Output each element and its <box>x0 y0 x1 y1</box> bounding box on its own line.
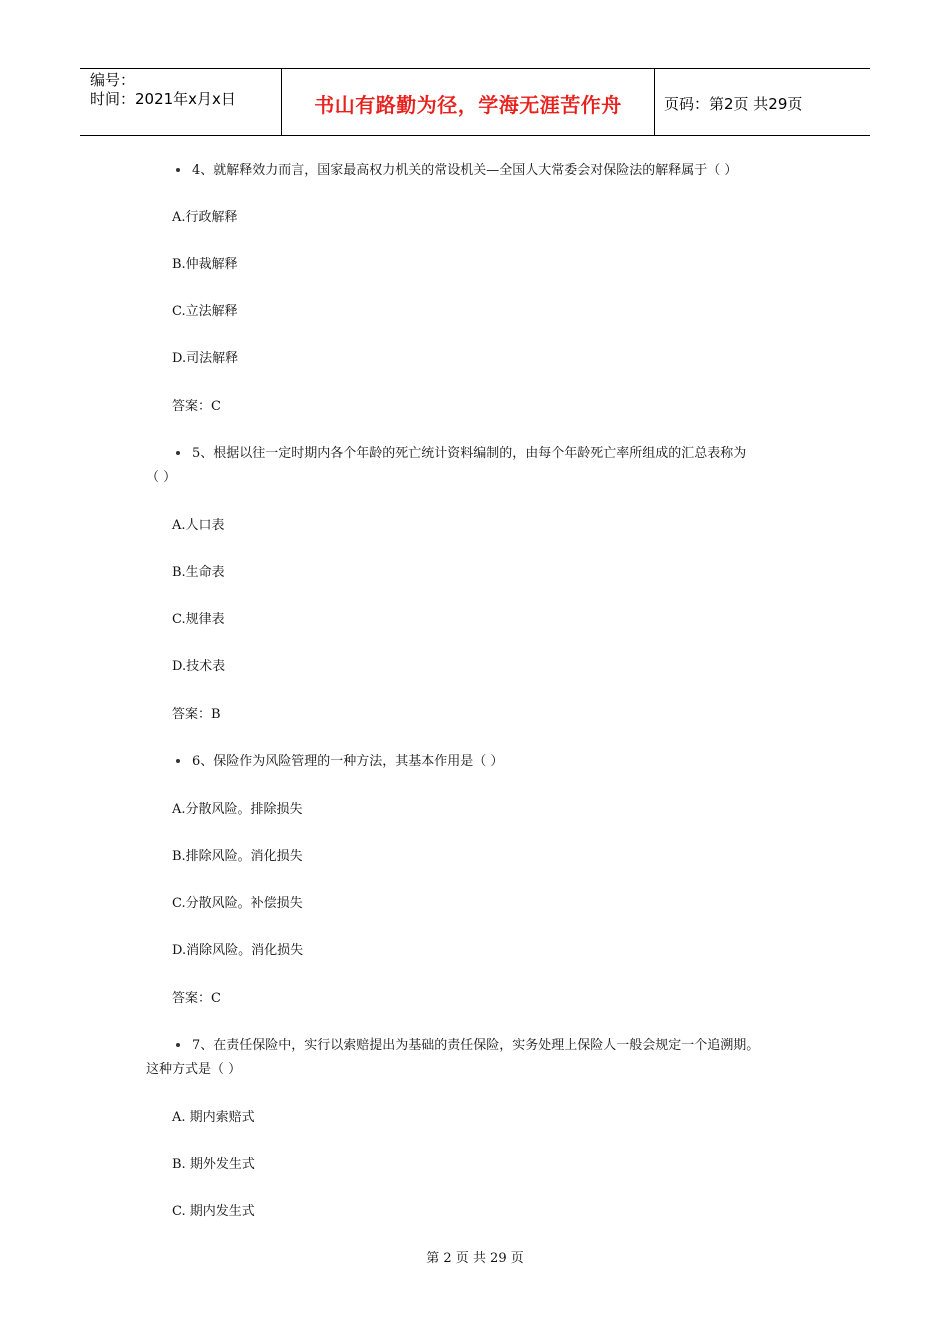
question-5-line2: （ ） <box>146 470 177 485</box>
question-6-option-c: C.分散风险。补偿损失 <box>172 896 303 911</box>
page-footer: 第 2 页 共 29 页 <box>426 1251 524 1266</box>
question-7-option-c: C. 期内发生式 <box>172 1204 255 1219</box>
question-4-option-b: B.仲裁解释 <box>172 257 238 272</box>
bullet-icon <box>176 451 180 455</box>
question-6-option-b: B.排除风险。消化损失 <box>172 849 303 864</box>
header-meta <box>90 71 236 109</box>
question-5-option-a: A.人口表 <box>172 518 225 533</box>
question-6-answer: 答案：C <box>172 991 221 1006</box>
question-6-text <box>176 753 503 771</box>
question-5-option-c: C.规律表 <box>172 612 225 627</box>
document-number-label: 编号： <box>90 71 136 89</box>
question-6-line1: 6、保险作为风险管理的一种方法，其基本作用是（ ） <box>192 754 504 769</box>
question-4-answer: 答案：C <box>172 399 221 414</box>
header-divider-right <box>654 69 655 136</box>
question-5-option-b: B.生命表 <box>172 565 225 580</box>
document-time-label: 时间：2021年x月x日 <box>90 90 236 108</box>
header-motto: 书山有路勤为径，学海无涯苦作舟 <box>314 93 622 117</box>
bullet-icon <box>176 759 180 763</box>
question-4-option-d: D.司法解释 <box>172 351 239 366</box>
question-4-line1: 4、就解释效力而言，国家最高权力机关的常设机关—全国人大常委会对保险法的解释属于（ ） <box>192 163 738 178</box>
question-4-option-a: A.行政解释 <box>172 210 238 225</box>
question-7-option-b: B. 期外发生式 <box>172 1157 255 1172</box>
question-5-answer: 答案：B <box>172 707 221 722</box>
question-6-option-a: A.分散风险。排除损失 <box>172 802 303 817</box>
question-7-line2: 这种方式是（ ） <box>146 1062 242 1077</box>
question-7-text <box>176 1037 759 1055</box>
question-5-line1: 5、根据以往一定时期内各个年龄的死亡统计资料编制的，由每个年龄死亡率所组成的汇总表称为 <box>192 446 747 461</box>
question-6-option-d: D.消除风险。消化损失 <box>172 943 304 958</box>
question-7-line1: 7、在责任保险中，实行以索赔提出为基础的责任保险，实务处理上保险人一般会规定一个追溯期。 <box>192 1038 760 1053</box>
question-7-option-a: A. 期内索赔式 <box>172 1110 255 1125</box>
question-5-option-d: D.技术表 <box>172 659 226 674</box>
header-page-info: 页码：第2页 共29页 <box>664 95 803 113</box>
bullet-icon <box>176 168 180 172</box>
question-4-option-c: C.立法解释 <box>172 304 238 319</box>
page-header <box>80 68 870 136</box>
bullet-icon <box>176 1043 180 1047</box>
question-5-text <box>176 445 746 463</box>
question-4-text <box>176 162 737 180</box>
